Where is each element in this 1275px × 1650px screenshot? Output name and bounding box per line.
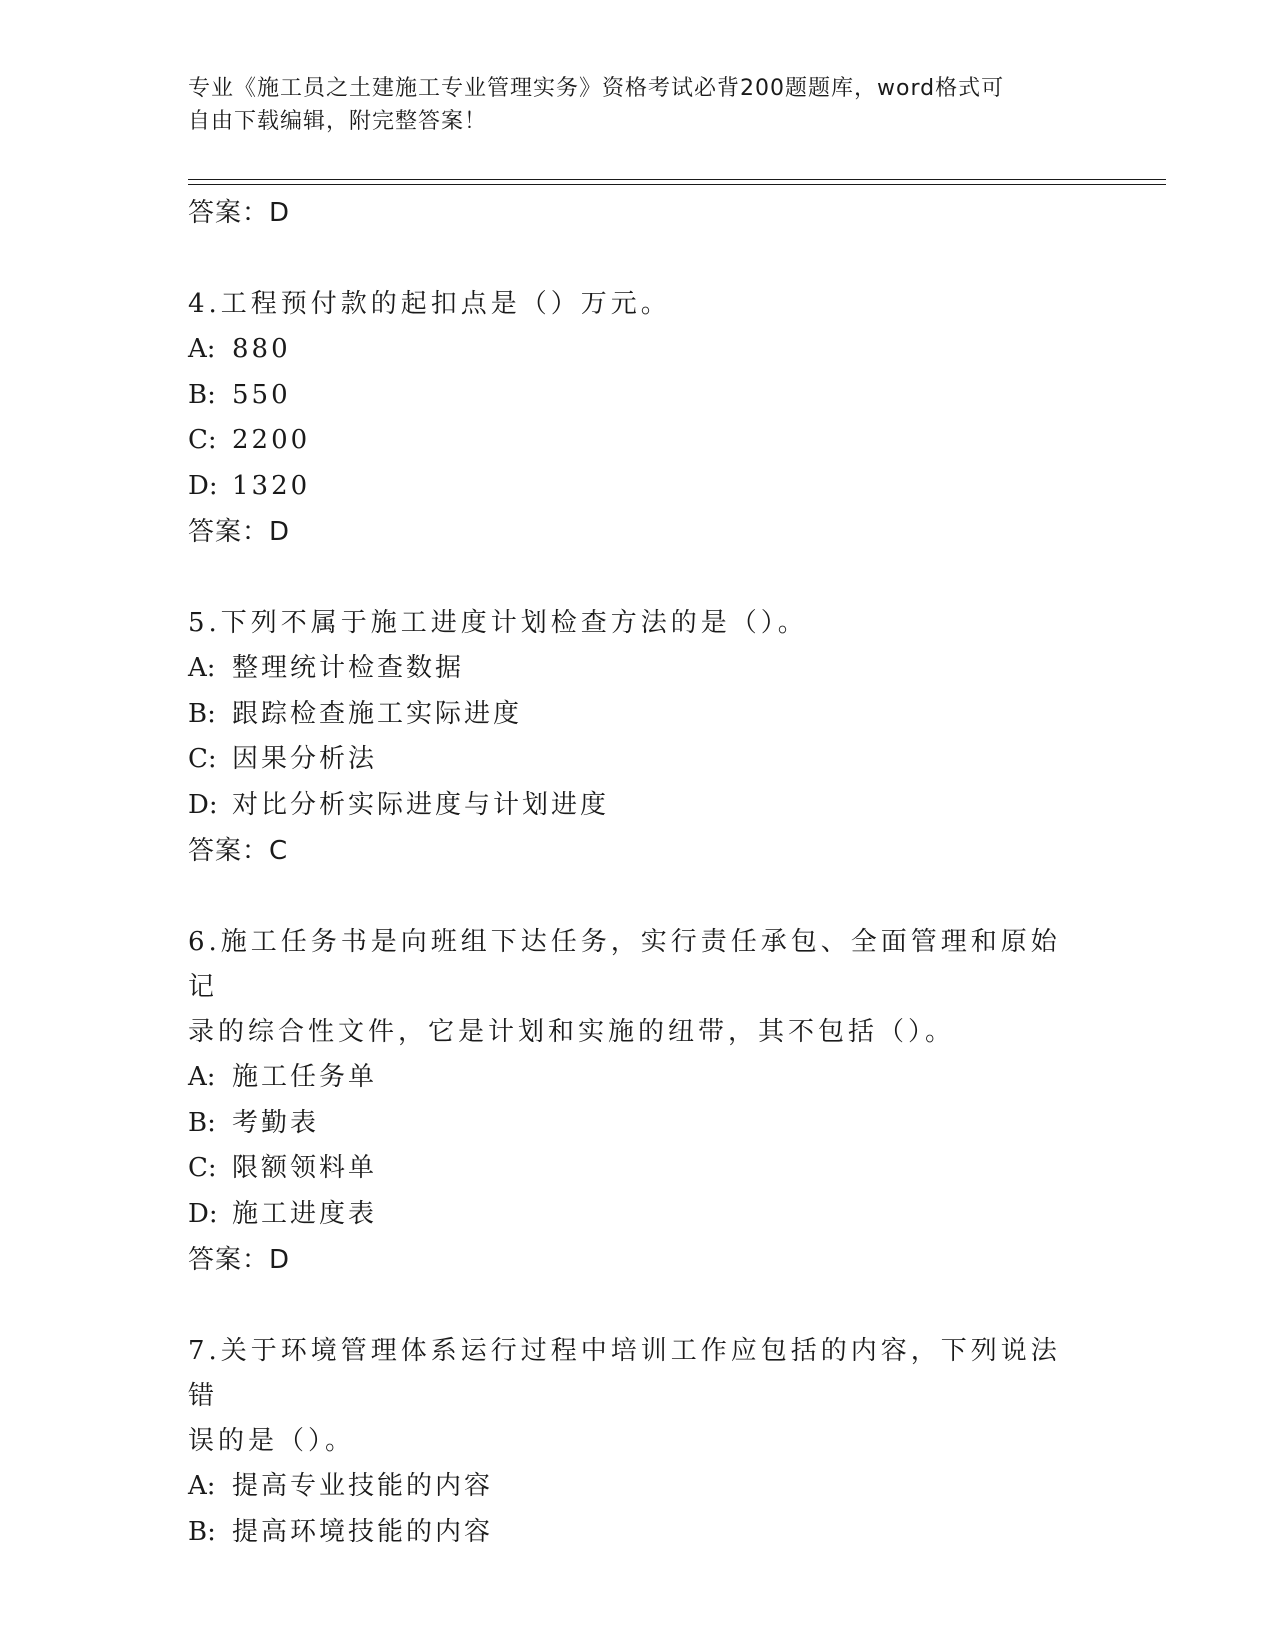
header-line-2: 自由下载编辑，附完整答案！ — [188, 109, 488, 134]
option-label: C: — [188, 744, 217, 774]
option-text: 1320 — [232, 470, 311, 501]
question-text: 6.施工任务书是向班组下达任务，实行责任承包、全面管理和原始记 — [188, 927, 1061, 1002]
option-label: A: — [188, 1471, 216, 1501]
option-item — [188, 1464, 1088, 1510]
option-item — [188, 1101, 1088, 1147]
question-block — [188, 282, 1088, 555]
option-item — [188, 1192, 1088, 1238]
question-text: 录的综合性文件，它是计划和实施的纽带，其不包括（）。 — [188, 1017, 956, 1047]
answer-label: 答案：D — [188, 1245, 291, 1275]
option-item — [188, 692, 1088, 738]
option-label: A: — [188, 1062, 216, 1092]
option-item — [188, 418, 1088, 464]
option-text: 限额领料单 — [232, 1153, 378, 1183]
option-text: 考勤表 — [232, 1107, 320, 1138]
option-label: D: — [188, 789, 218, 820]
option-item — [188, 1510, 1088, 1556]
header-line-1: 专业《施工员之土建施工专业管理实务》资格考试必背200题题库，word格式可 — [188, 76, 1005, 101]
header-divider-top — [188, 179, 1166, 180]
answer-label: 答案：D — [188, 517, 291, 547]
option-text: 施工任务单 — [232, 1062, 378, 1092]
question-text: 4.工程预付款的起扣点是（）万元。 — [188, 289, 671, 319]
question-block — [188, 1329, 1088, 1555]
question-block — [188, 920, 1088, 1283]
option-item — [188, 1055, 1088, 1101]
answer-label: 答案：D — [188, 198, 291, 228]
option-label: A: — [188, 653, 216, 683]
option-label: B: — [188, 379, 216, 410]
option-label: B: — [188, 1516, 216, 1547]
option-item — [188, 373, 1088, 419]
option-item — [188, 783, 1088, 829]
option-label: C: — [188, 1153, 217, 1183]
question-block — [188, 601, 1088, 874]
option-label: D: — [188, 470, 218, 501]
document-header — [188, 72, 1068, 138]
option-text: 因果分析法 — [232, 744, 378, 774]
option-text: 提高专业技能的内容 — [232, 1471, 494, 1501]
option-item — [188, 464, 1088, 510]
option-text: 跟踪检查施工实际进度 — [232, 698, 523, 729]
option-text: 880 — [232, 334, 291, 364]
option-text: 2200 — [232, 425, 311, 455]
question-text: 5.下列不属于施工进度计划检查方法的是（）。 — [188, 608, 808, 638]
option-text: 施工进度表 — [232, 1198, 378, 1229]
option-text: 550 — [232, 379, 291, 410]
option-text: 提高环境技能的内容 — [232, 1516, 494, 1547]
option-item — [188, 737, 1088, 783]
option-label: D: — [188, 1198, 218, 1229]
option-item — [188, 1146, 1088, 1192]
answer-label: 答案：C — [188, 836, 289, 866]
option-label: B: — [188, 1107, 216, 1138]
question-list — [188, 190, 1088, 1555]
option-text: 对比分析实际进度与计划进度 — [232, 789, 610, 820]
option-label: B: — [188, 698, 216, 729]
option-text: 整理统计检查数据 — [232, 653, 465, 683]
option-label: A: — [188, 334, 216, 364]
option-item — [188, 646, 1088, 692]
header-divider-bottom — [188, 184, 1166, 185]
option-label: C: — [188, 425, 217, 455]
question-text: 7.关于环境管理体系运行过程中培训工作应包括的内容，下列说法错 — [188, 1336, 1061, 1411]
option-item — [188, 327, 1088, 373]
question-text: 误的是（）。 — [188, 1426, 356, 1456]
